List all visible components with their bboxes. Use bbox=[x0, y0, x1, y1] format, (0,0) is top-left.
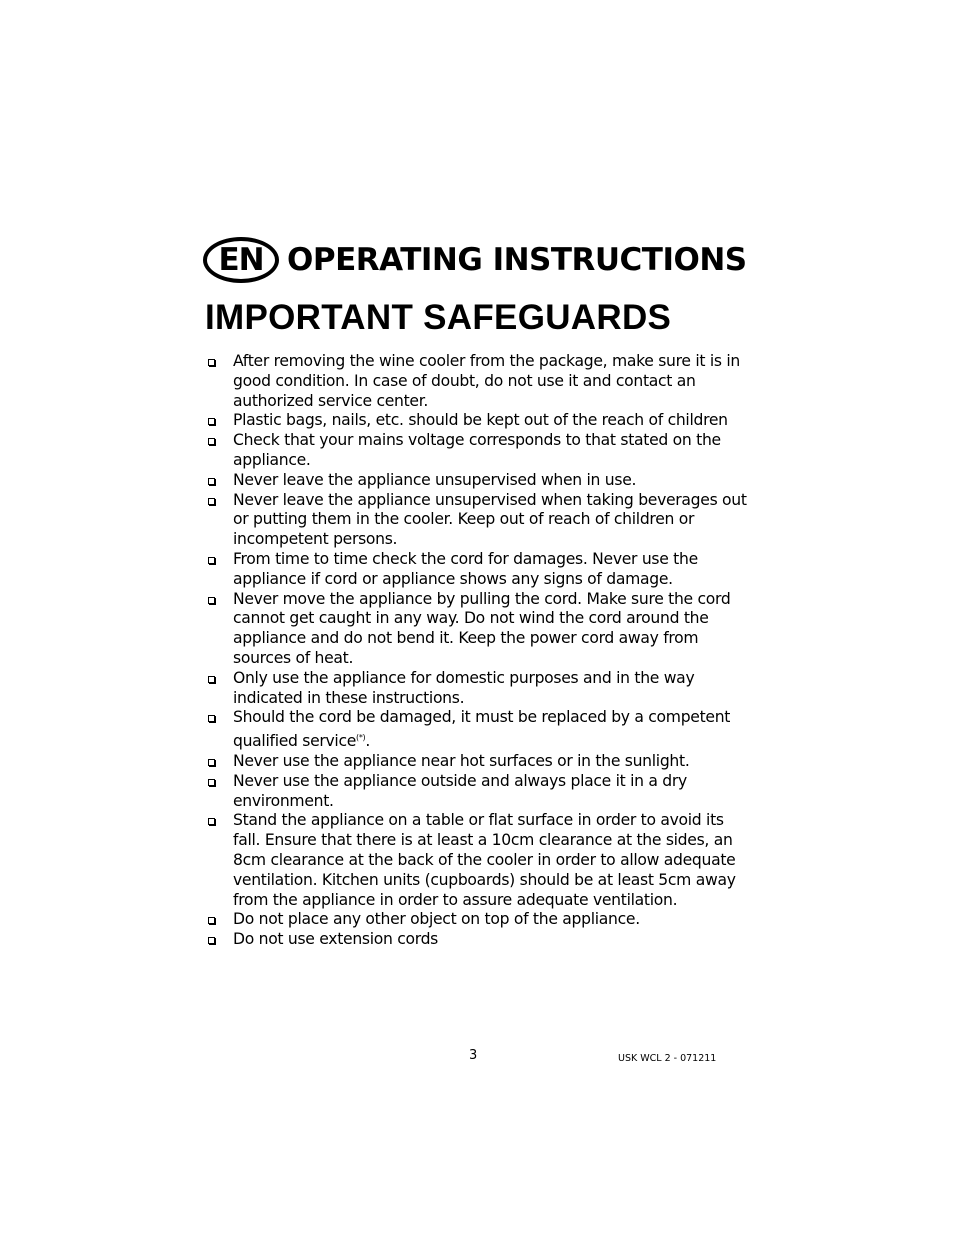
list-item bbox=[206, 669, 752, 709]
list-item-text: Do not place any other object on top of the appliance. bbox=[233, 910, 640, 929]
list-item bbox=[206, 431, 752, 471]
checkbox-bullet-icon bbox=[208, 759, 215, 766]
list-item-text: After removing the wine cooler from the package, make sure it is in good condition. In case of doubt, do not use it and contact an authorized service center. bbox=[233, 352, 740, 410]
list-item-text: Never leave the appliance unsupervised when taking beverages out or putting them in the cooler. Keep out of reach of children or incompetent persons. bbox=[233, 490, 747, 549]
list-item-text: Check that your mains voltage corresponds to that stated on the appliance. bbox=[233, 431, 721, 469]
checkbox-bullet-icon bbox=[208, 917, 215, 924]
list-item-punctuation: . bbox=[365, 732, 371, 751]
checkbox-bullet-icon bbox=[208, 438, 215, 445]
page-title: IMPORTANT SAFEGUARDS bbox=[205, 298, 672, 337]
checkbox-bullet-icon bbox=[208, 359, 215, 366]
list-item bbox=[206, 772, 752, 812]
list-item bbox=[206, 411, 752, 431]
list-item bbox=[206, 708, 752, 752]
footnote-mark: (*) bbox=[356, 733, 366, 743]
header-title: OPERATING INSTRUCTIONS bbox=[287, 241, 747, 278]
list-item bbox=[206, 471, 752, 491]
list-item bbox=[206, 590, 752, 669]
list-item-text: Never use the appliance near hot surfaces or in the sunlight. bbox=[233, 751, 690, 770]
list-item-text: Never leave the appliance unsupervised when in use. bbox=[233, 470, 637, 489]
list-item bbox=[206, 752, 752, 772]
list-item bbox=[206, 811, 752, 910]
list-item-text: Stand the appliance on a table or flat surface in order to avoid its fall. Ensure that there is at least a 10cm clearance at the sides, an 8cm clearance at the back of the cooler in order to allow adequate ventilation. Kitchen units (cupboards) should be at least 5cm away from the appliance in order to assure adequate ventilation. bbox=[233, 811, 736, 909]
section-header bbox=[203, 234, 763, 286]
list-item-text: Should the cord be damaged, it must be replaced by a competent qualified service bbox=[233, 708, 731, 751]
list-item bbox=[206, 910, 752, 930]
checkbox-bullet-icon bbox=[208, 676, 215, 683]
checkbox-bullet-icon bbox=[208, 557, 215, 564]
checkbox-bullet-icon bbox=[208, 478, 215, 485]
list-item-text: Never use the appliance outside and always place it in a dry environment. bbox=[233, 771, 687, 810]
list-item bbox=[206, 352, 752, 411]
list-item bbox=[206, 930, 752, 950]
page-number: 3 bbox=[469, 1048, 478, 1063]
list-item-text: From time to time check the cord for damages. Never use the appliance if cord or appliance shows any signs of damage. bbox=[233, 549, 698, 588]
safeguard-list bbox=[206, 352, 752, 950]
checkbox-bullet-icon bbox=[208, 818, 215, 825]
checkbox-bullet-icon bbox=[208, 715, 215, 722]
list-item-text: Only use the appliance for domestic purposes and in the way indicated in these instructions. bbox=[233, 668, 695, 707]
checkbox-bullet-icon bbox=[208, 779, 215, 786]
checkbox-bullet-icon bbox=[208, 418, 215, 425]
list-item bbox=[206, 550, 752, 590]
list-item bbox=[206, 491, 752, 550]
list-item-text: Plastic bags, nails, etc. should be kept out of the reach of children bbox=[233, 411, 728, 430]
checkbox-bullet-icon bbox=[208, 498, 215, 505]
checkbox-bullet-icon bbox=[208, 597, 215, 604]
list-item-text: Never move the appliance by pulling the cord. Make sure the cord cannot get caught in any way. Do not wind the cord around the appliance and do not bend it. Keep the power cord away from sources of heat. bbox=[233, 589, 731, 667]
document-code: USK WCL 2 - 071211 bbox=[618, 1053, 717, 1064]
checkbox-bullet-icon bbox=[208, 937, 215, 944]
language-badge: EN bbox=[203, 237, 279, 283]
list-item-text: Do not use extension cords bbox=[233, 930, 439, 949]
